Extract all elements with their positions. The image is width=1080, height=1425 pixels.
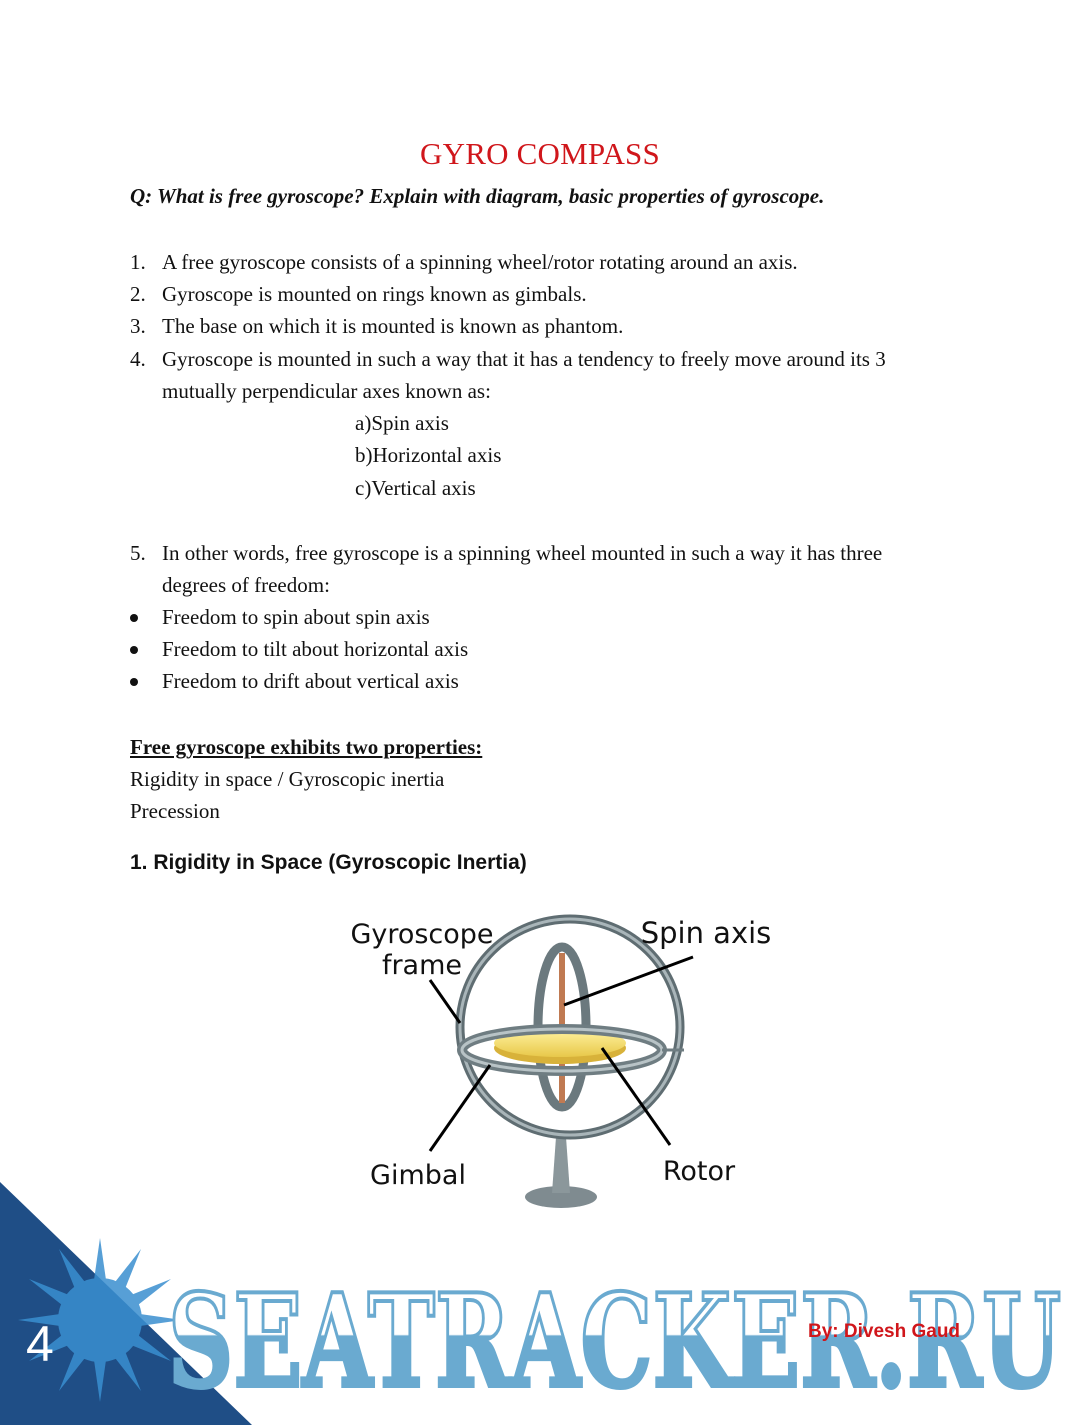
properties-heading: Free gyroscope exhibits two properties: [130, 735, 483, 759]
rotor-label: Rotor [662, 1156, 736, 1187]
frame-label: Gyroscope [350, 919, 494, 950]
page-title: GYRO COMPASS [420, 136, 660, 171]
axis-item: b)Horizontal axis [355, 443, 502, 467]
watermark-text: SEATRACKER.RU [168, 1278, 1061, 1398]
property-item: Precession [130, 799, 220, 823]
section-heading: 1. Rigidity in Space (Gyroscopic Inertia) [130, 851, 527, 874]
list-item: Gyroscope is mounted on rings known as gimbals. [162, 282, 587, 306]
list-number: 2. [130, 282, 146, 306]
page-number: 4 [26, 1316, 54, 1372]
list-item: A free gyroscope consists of a spinning wheel/rotor rotating around an axis. [162, 250, 798, 274]
list-item: The base on which it is mounted is known as phantom. [162, 314, 624, 338]
axis-item: c)Vertical axis [355, 476, 476, 500]
gimbal-pointer [430, 1065, 490, 1151]
frame-pointer [430, 980, 460, 1023]
bullet-icon [130, 614, 138, 622]
list-item-continued: degrees of freedom: [162, 573, 330, 597]
list-number: 3. [130, 314, 146, 338]
spin-axis-label: Spin axis [640, 916, 772, 950]
gimbal-label: Gimbal [370, 1160, 466, 1191]
property-item: Rigidity in space / Gyroscopic inertia [130, 767, 445, 791]
list-item: Gyroscope is mounted in such a way that it has a tendency to freely move around its 3 [162, 347, 886, 371]
freedom-item: Freedom to drift about vertical axis [162, 669, 459, 693]
axis-item: a)Spin axis [355, 411, 449, 435]
list-number: 5. [130, 541, 146, 565]
list-number: 4. [130, 347, 146, 371]
question-text: Q: What is free gyroscope? Explain with diagram, basic properties of gyroscope. [130, 184, 825, 208]
list-number: 1. [130, 250, 146, 274]
freedom-item: Freedom to tilt about horizontal axis [162, 637, 469, 661]
list-item-continued: mutually perpendicular axes known as: [162, 379, 491, 403]
bullet-icon [130, 646, 138, 654]
author-credit: By: Divesh Gaud [808, 1321, 961, 1342]
list-item: In other words, free gyroscope is a spinning wheel mounted in such a way it has three [162, 541, 883, 565]
freedom-item: Freedom to spin about spin axis [162, 605, 430, 629]
bullet-icon [130, 678, 138, 686]
frame-label: frame [381, 950, 463, 981]
